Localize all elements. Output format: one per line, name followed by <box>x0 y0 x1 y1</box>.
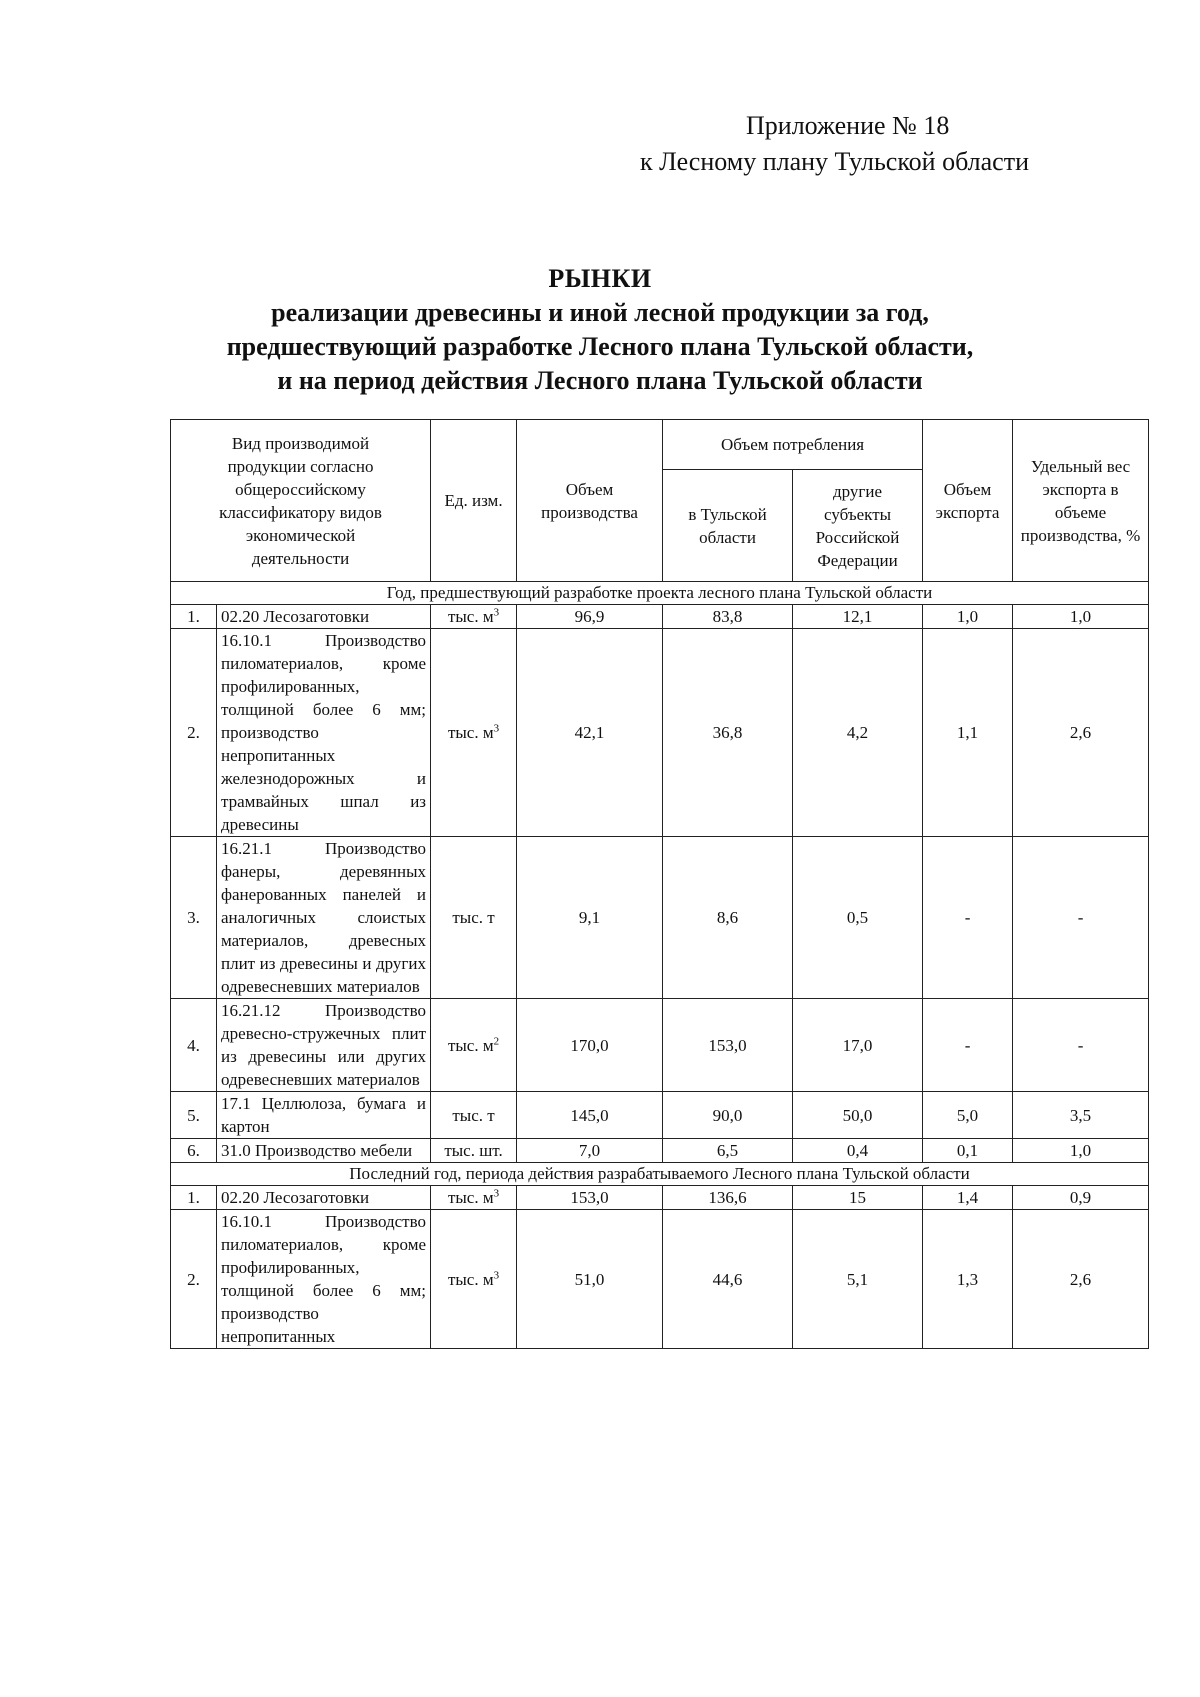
row-consumption-tula: 153,0 <box>663 999 793 1092</box>
row-export: - <box>923 837 1013 999</box>
unit-text: тыс. м <box>447 723 494 742</box>
appendix-reference: к Лесному плану Тульской области <box>640 147 1029 176</box>
row-description: 17.1 Целлюлоза, бумага и картон <box>217 1092 431 1139</box>
row-description: 02.20 Лесозаготовки <box>217 605 431 629</box>
row-export-share: 2,6 <box>1013 629 1149 837</box>
row-export: 5,0 <box>923 1092 1013 1139</box>
row-consumption-other: 15 <box>793 1186 923 1210</box>
header-consumption-other: другие субъекты Российской Федерации <box>793 470 923 582</box>
row-consumption-tula: 6,5 <box>663 1139 793 1163</box>
unit-exponent: 3 <box>493 722 500 735</box>
row-consumption-tula: 44,6 <box>663 1210 793 1349</box>
appendix-number: Приложение № 18 <box>746 111 950 140</box>
unit-text: тыс. м <box>447 1269 494 1289</box>
row-number: 3. <box>171 837 217 999</box>
row-consumption-other: 12,1 <box>793 605 923 629</box>
markets-table <box>170 419 1149 1349</box>
row-description: 16.21.1 Производство фанеры, деревянных фанерованных панелей и аналогичных слоистых материалов, древесных плит из древесины и других одревесневших материалов <box>217 837 431 999</box>
row-consumption-other: 5,1 <box>793 1210 923 1349</box>
row-production: 153,0 <box>517 1186 663 1210</box>
row-export-share: 2,6 <box>1013 1210 1149 1349</box>
row-number: 4. <box>171 999 217 1092</box>
row-export: 1,1 <box>923 629 1013 837</box>
table-row <box>171 837 1149 999</box>
row-consumption-tula: 90,0 <box>663 1092 793 1139</box>
row-export: 1,0 <box>923 605 1013 629</box>
header-consumption: Объем потребления <box>663 420 923 470</box>
row-consumption-tula: 136,6 <box>663 1186 793 1210</box>
row-number: 6. <box>171 1139 217 1163</box>
row-unit <box>431 1186 517 1210</box>
section-last-year: Последний год, периода действия разрабатываемого Лесного плана Тульской области <box>171 1163 1149 1186</box>
unit-exponent: 3 <box>493 1268 500 1281</box>
row-production: 9,1 <box>517 837 663 999</box>
row-number: 5. <box>171 1092 217 1139</box>
unit-text: тыс. м <box>447 1188 494 1207</box>
row-export-share: 0,9 <box>1013 1186 1149 1210</box>
row-production: 51,0 <box>517 1210 663 1349</box>
appendix-header <box>640 108 1120 180</box>
row-unit <box>431 1210 517 1349</box>
rows-previous-year <box>171 605 1149 1163</box>
row-export: 1,4 <box>923 1186 1013 1210</box>
table-row <box>171 605 1149 629</box>
unit-exponent: 3 <box>493 1187 500 1200</box>
row-production: 7,0 <box>517 1139 663 1163</box>
rows-last-year <box>171 1186 1149 1349</box>
row-export-share: 1,0 <box>1013 605 1149 629</box>
table-row <box>171 1092 1149 1139</box>
row-number: 1. <box>171 1186 217 1210</box>
row-export-share: - <box>1013 999 1149 1092</box>
table-row <box>171 1139 1149 1163</box>
row-export: - <box>923 999 1013 1092</box>
section-previous-year: Год, предшествующий разработке проекта лесного плана Тульской области <box>171 582 1149 605</box>
row-consumption-tula: 36,8 <box>663 629 793 837</box>
title-main: РЫНКИ <box>548 264 652 293</box>
row-description: 16.21.12 Производство древесно-стружечных плит из древесины или других одревесневших материалов <box>217 999 431 1092</box>
row-unit <box>431 1139 517 1163</box>
row-production: 42,1 <box>517 629 663 837</box>
row-description: 16.10.1 Производство пиломатериалов, кроме профилированных, толщиной более 6 мм; производство непропитанных железнодорожных и трамвайных шпал из древесины <box>217 629 431 837</box>
header-export: Объем экспорта <box>923 420 1013 582</box>
unit-exponent: 3 <box>493 606 500 619</box>
unit-text: тыс. м <box>447 607 494 626</box>
row-unit <box>431 837 517 999</box>
table-row <box>171 629 1149 837</box>
row-description: 16.10.1 Производство пиломатериалов, кроме профилированных, толщиной более 6 мм; производство непропитанных <box>217 1210 431 1349</box>
header-production: Объем производства <box>517 420 663 582</box>
row-export-share: 3,5 <box>1013 1092 1149 1139</box>
row-consumption-other: 17,0 <box>793 999 923 1092</box>
title-line-3: и на период действия Лесного плана Тульской области <box>277 366 923 395</box>
row-number: 1. <box>171 605 217 629</box>
row-consumption-tula: 83,8 <box>663 605 793 629</box>
row-production: 145,0 <box>517 1092 663 1139</box>
row-export-share: - <box>1013 837 1149 999</box>
unit-text: тыс. м <box>447 1035 494 1055</box>
row-unit <box>431 629 517 837</box>
row-export: 1,3 <box>923 1210 1013 1349</box>
document-title <box>150 262 1050 398</box>
header-kind: Вид производимой продукции согласно общероссийскому классификатору видов экономической деятельности <box>171 420 431 582</box>
row-unit <box>431 605 517 629</box>
row-production: 170,0 <box>517 999 663 1092</box>
row-consumption-other: 50,0 <box>793 1092 923 1139</box>
unit-text: тыс. т <box>452 908 495 927</box>
header-consumption-tula: в Тульской области <box>663 470 793 582</box>
row-number: 2. <box>171 1210 217 1349</box>
row-consumption-other: 0,4 <box>793 1139 923 1163</box>
row-export-share: 1,0 <box>1013 1139 1149 1163</box>
unit-text: тыс. т <box>452 1105 495 1125</box>
table-row <box>171 1186 1149 1210</box>
row-number: 2. <box>171 629 217 837</box>
row-consumption-other: 4,2 <box>793 629 923 837</box>
row-description: 31.0 Производство мебели <box>217 1139 431 1163</box>
header-unit: Ед. изм. <box>431 420 517 582</box>
table-row <box>171 999 1149 1092</box>
title-line-1: реализации древесины и иной лесной продукции за год, <box>271 298 929 327</box>
row-consumption-other: 0,5 <box>793 837 923 999</box>
row-unit <box>431 1092 517 1139</box>
row-production: 96,9 <box>517 605 663 629</box>
row-unit <box>431 999 517 1092</box>
row-description: 02.20 Лесозаготовки <box>217 1186 431 1210</box>
unit-exponent: 2 <box>493 1034 500 1047</box>
table-row <box>171 1210 1149 1349</box>
row-consumption-tula: 8,6 <box>663 837 793 999</box>
header-export-share: Удельный вес экспорта в объеме производства, % <box>1013 420 1149 582</box>
unit-text: тыс. шт. <box>444 1141 503 1160</box>
row-export: 0,1 <box>923 1139 1013 1163</box>
title-line-2: предшествующий разработке Лесного плана Тульской области, <box>226 332 974 361</box>
